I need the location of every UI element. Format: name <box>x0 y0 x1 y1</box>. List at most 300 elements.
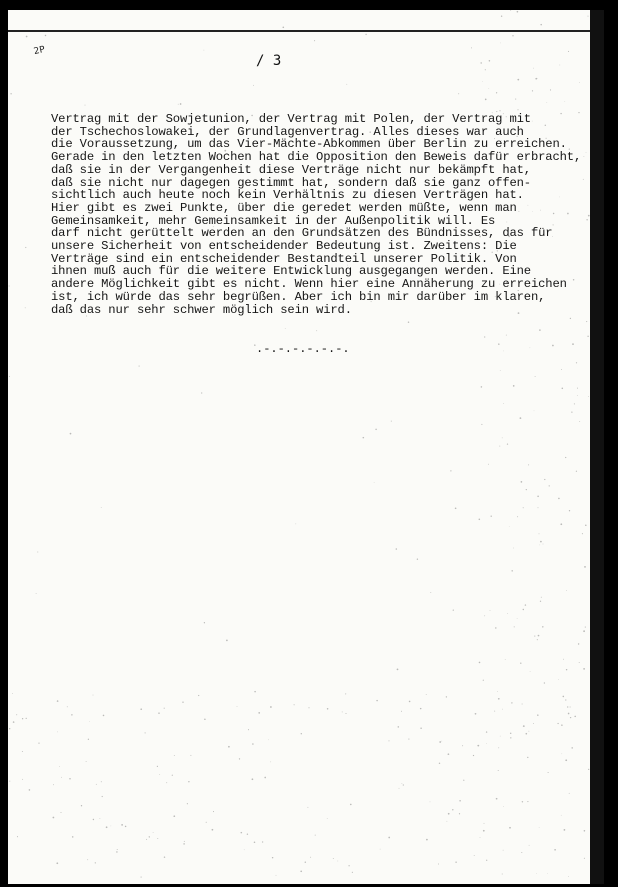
speck <box>204 50 205 51</box>
speck <box>430 802 431 803</box>
speck <box>397 669 399 671</box>
speck <box>512 35 513 36</box>
speck <box>9 376 10 377</box>
speck <box>471 47 472 48</box>
speck <box>264 777 266 779</box>
speck <box>301 733 302 734</box>
speck <box>60 812 61 813</box>
speck <box>496 92 497 93</box>
speck <box>517 79 519 81</box>
speck <box>477 745 479 747</box>
speck <box>252 743 254 745</box>
speck <box>570 717 571 718</box>
speck <box>228 746 230 748</box>
speck <box>178 104 179 105</box>
speck <box>56 862 58 864</box>
speck <box>198 695 199 696</box>
speck <box>314 40 315 41</box>
speck <box>578 643 579 644</box>
speck <box>481 386 483 388</box>
speck <box>523 507 524 508</box>
speck <box>510 733 511 734</box>
speck <box>517 516 518 517</box>
speck <box>315 835 316 836</box>
speck <box>495 627 496 628</box>
speck <box>583 630 585 632</box>
speck <box>16 714 17 715</box>
speck <box>363 437 365 439</box>
speck <box>459 813 460 814</box>
speck <box>448 753 450 755</box>
speck <box>25 307 26 308</box>
speck <box>159 774 160 775</box>
speck <box>89 721 90 722</box>
speck <box>206 822 207 823</box>
speck <box>67 706 68 707</box>
speck <box>173 815 175 817</box>
speck <box>376 700 377 701</box>
speck <box>523 609 524 610</box>
speck <box>204 718 206 720</box>
speck <box>542 626 543 627</box>
speck <box>402 783 403 784</box>
speck <box>101 507 102 508</box>
speck <box>537 714 539 716</box>
speck <box>500 43 501 44</box>
speck <box>268 739 269 740</box>
speck <box>570 318 571 319</box>
speck <box>527 757 528 758</box>
speck <box>38 743 39 744</box>
speck <box>333 858 334 859</box>
speck <box>503 351 504 352</box>
speck <box>22 718 23 719</box>
speck <box>533 68 534 69</box>
speck <box>528 464 529 465</box>
speck <box>526 489 527 490</box>
speck <box>500 736 501 737</box>
speck <box>258 712 260 714</box>
speck <box>458 93 459 94</box>
speck <box>520 417 522 419</box>
speck <box>327 818 328 819</box>
speck <box>442 741 443 742</box>
speck <box>182 702 183 703</box>
speck <box>439 741 441 743</box>
speck <box>70 433 72 435</box>
speck <box>569 793 570 794</box>
speck <box>517 618 518 619</box>
speck <box>505 659 506 660</box>
speck <box>100 818 101 819</box>
speck <box>540 24 542 26</box>
header-rule <box>8 30 604 32</box>
speck <box>538 507 539 508</box>
speck <box>439 763 440 764</box>
speck <box>483 830 485 832</box>
speck <box>511 702 512 703</box>
speck <box>403 784 404 785</box>
speck <box>544 479 545 480</box>
speck <box>577 388 578 389</box>
text-line: ist, ich würde das sehr begrüßen. Aber ich bin mir darüber im klaren, <box>51 289 546 304</box>
speck <box>507 443 508 444</box>
speck <box>270 762 271 763</box>
speck <box>539 545 540 546</box>
speck <box>560 523 562 525</box>
speck <box>183 843 185 845</box>
speck <box>157 838 158 839</box>
speck <box>164 708 165 709</box>
speck <box>141 877 142 878</box>
speck <box>12 693 13 694</box>
speck <box>576 362 577 363</box>
speck <box>527 801 528 802</box>
speck <box>526 733 528 735</box>
speck <box>398 726 400 728</box>
speck <box>438 863 439 864</box>
speck <box>507 613 508 614</box>
speck <box>515 99 516 100</box>
speck <box>549 485 550 486</box>
speck <box>463 780 464 781</box>
speck <box>483 680 484 681</box>
speck <box>530 671 531 672</box>
speck <box>239 758 240 759</box>
speck <box>417 559 418 560</box>
speck <box>541 597 542 598</box>
speck <box>521 481 523 483</box>
speck <box>584 566 586 568</box>
speck <box>543 544 544 545</box>
speck <box>295 524 296 525</box>
speck <box>204 622 205 623</box>
speck <box>10 93 11 94</box>
speck <box>522 801 523 802</box>
speck <box>375 429 376 430</box>
speck <box>117 849 118 850</box>
speck <box>485 69 486 70</box>
speck <box>502 709 503 710</box>
speck <box>510 10 511 11</box>
speck <box>254 842 256 844</box>
speck <box>337 861 338 862</box>
speck <box>253 85 254 86</box>
speck <box>584 858 585 859</box>
speck <box>237 706 238 707</box>
speck <box>586 321 587 322</box>
speck <box>374 482 375 483</box>
speck <box>87 859 88 860</box>
speck <box>521 852 522 853</box>
speck <box>307 807 308 808</box>
speck <box>563 696 565 698</box>
speck <box>184 841 185 842</box>
speck <box>310 857 311 858</box>
speck <box>587 16 588 17</box>
speck <box>486 860 487 861</box>
speck <box>53 784 54 785</box>
speck <box>539 329 541 331</box>
speck <box>455 507 457 509</box>
speck <box>513 548 514 549</box>
closing-mark: .-.-.-.-.-.-. <box>256 342 350 356</box>
speck <box>57 732 58 733</box>
speck <box>536 873 537 874</box>
speck <box>187 803 188 804</box>
speck <box>396 548 398 550</box>
speck <box>536 78 537 79</box>
speck <box>254 691 256 693</box>
speck <box>523 725 525 727</box>
speck <box>93 819 94 820</box>
speck <box>88 739 89 740</box>
speck <box>479 662 481 664</box>
speck <box>455 861 456 862</box>
speck <box>484 615 485 616</box>
speck <box>345 713 346 714</box>
speck <box>529 731 530 732</box>
speck <box>45 35 46 36</box>
speck <box>29 789 31 791</box>
speck <box>570 706 571 707</box>
speck <box>565 457 566 458</box>
scan-edge <box>590 10 604 884</box>
speck <box>86 761 87 762</box>
speck <box>103 715 105 717</box>
speck <box>140 708 142 710</box>
speck <box>111 826 112 827</box>
speck <box>568 876 569 877</box>
speck <box>85 105 86 106</box>
speck <box>350 804 352 806</box>
speck <box>498 770 499 771</box>
speck <box>585 525 587 527</box>
speck <box>566 590 567 591</box>
speck <box>391 421 392 422</box>
speck <box>72 836 74 838</box>
speck <box>9 728 10 729</box>
speck <box>572 343 574 345</box>
speck <box>587 336 588 337</box>
speck <box>248 729 249 730</box>
speck <box>537 496 539 498</box>
speck <box>226 640 228 642</box>
speck <box>535 78 537 80</box>
speck <box>558 498 560 500</box>
speck <box>583 668 585 670</box>
speck <box>180 103 182 105</box>
speck <box>190 755 191 756</box>
speck <box>485 99 487 101</box>
speck <box>502 438 503 439</box>
speck <box>153 832 154 833</box>
speck <box>81 805 82 806</box>
text-line: sichtlich auch heute noch kein Verhältnis zu diesen Verträgen hat. <box>51 188 524 203</box>
speck <box>116 851 117 852</box>
speck <box>252 778 254 780</box>
speck <box>166 782 167 783</box>
speck <box>399 788 400 789</box>
speck <box>511 570 512 571</box>
speck <box>352 872 353 873</box>
speck <box>452 809 453 810</box>
speck <box>139 366 140 367</box>
speck <box>525 604 526 605</box>
speck <box>446 696 447 697</box>
speck <box>490 610 491 611</box>
speck <box>579 662 580 663</box>
speck <box>125 826 127 828</box>
speck <box>244 849 245 850</box>
speck <box>547 873 548 874</box>
speck <box>453 609 454 610</box>
speck <box>571 411 572 412</box>
speck <box>561 815 562 816</box>
speck <box>285 328 286 329</box>
text-line: darf nicht gerüttelt werden an den Grundsätzen des Bündnisses, das für <box>51 226 553 241</box>
speck <box>9 781 10 782</box>
speck <box>380 849 381 850</box>
speck <box>345 693 346 694</box>
speck <box>540 541 542 543</box>
speck <box>448 813 450 815</box>
speck <box>61 777 62 778</box>
speck <box>576 471 577 472</box>
speck <box>513 385 515 387</box>
speck <box>22 779 23 780</box>
speck <box>489 60 491 62</box>
speck <box>172 775 173 776</box>
speck <box>579 421 580 422</box>
speck <box>514 626 515 627</box>
speck <box>121 824 123 826</box>
speck <box>409 701 411 703</box>
speck <box>550 89 551 90</box>
speck <box>561 369 562 370</box>
speck <box>585 627 586 628</box>
speck <box>475 713 477 715</box>
speck <box>480 62 481 63</box>
speck <box>158 712 160 714</box>
speck <box>539 533 540 534</box>
text-line: ihnen muß auch für die weitere Entwicklung ausgegangen werden. Eine <box>51 264 531 279</box>
speck <box>534 411 535 412</box>
speck <box>300 870 302 872</box>
speck <box>174 755 175 756</box>
text-line: daß sie nicht nur dagegen gestimmt hat, sondern daß sie ganz offen- <box>51 175 531 190</box>
speck <box>420 708 421 709</box>
speck <box>538 635 540 637</box>
speck <box>482 81 483 82</box>
speck <box>101 781 102 782</box>
speck <box>149 836 150 837</box>
speck <box>517 109 518 110</box>
speck <box>582 533 583 534</box>
speck <box>563 659 564 660</box>
speck <box>241 832 243 834</box>
speck <box>530 347 531 348</box>
speck <box>327 708 329 710</box>
text-line: Vertrag mit der Sowjetunion, der Vertrag mit Polen, der Vertrag mit <box>51 112 531 126</box>
speck <box>509 827 511 829</box>
speck <box>546 102 547 103</box>
speck <box>574 716 576 718</box>
speck <box>388 740 389 741</box>
speck <box>532 90 533 91</box>
speck <box>561 753 562 754</box>
speck <box>568 51 569 52</box>
speck <box>59 766 60 767</box>
speck <box>510 737 511 738</box>
speck <box>157 766 158 767</box>
speck <box>529 845 530 846</box>
speck <box>562 388 564 390</box>
speck <box>568 713 570 715</box>
text-line: daß das nur sehr schwer möglich sein wird. <box>51 302 352 317</box>
speck <box>13 721 15 723</box>
speck <box>213 811 214 812</box>
speck <box>539 827 540 828</box>
speck <box>534 636 535 637</box>
speck <box>53 817 55 819</box>
document-page <box>8 10 604 884</box>
speck <box>561 724 563 726</box>
speck <box>559 65 560 66</box>
text-line: Gerade in den letzten Wochen hat die Opposition den Beweis dafür erbracht, <box>51 150 582 165</box>
speck <box>201 392 202 393</box>
page-number: / 3 <box>256 53 282 69</box>
speck <box>503 403 504 404</box>
speck <box>426 694 427 695</box>
speck <box>22 751 23 752</box>
speck <box>37 552 38 553</box>
body-text <box>51 113 604 316</box>
text-line: Hier gibt es zwei Punkte, über die geredet werden müßte, wenn man <box>51 200 517 215</box>
text-line: unsere Sicherheit von entscheidender Bedeutung ist. Zweitens: Die <box>51 239 517 254</box>
speck <box>484 823 485 824</box>
speck <box>447 821 448 822</box>
speck <box>552 345 554 347</box>
speck <box>69 778 71 780</box>
speck <box>498 698 500 700</box>
speck <box>533 723 534 724</box>
speck <box>420 728 421 729</box>
speck <box>146 839 147 840</box>
speck <box>9 286 10 287</box>
speck <box>462 745 463 746</box>
speck <box>102 796 103 797</box>
speck <box>305 861 306 862</box>
speck <box>247 834 248 835</box>
text-line: der Tschechoslowakei, der Grundlagenvertrag. Alles dieses war auch <box>51 124 524 139</box>
text-line: Verträge sind ein entscheidender Bestandteil unserer Politik. Von <box>51 251 517 266</box>
speck <box>408 739 409 740</box>
speck <box>569 510 570 511</box>
text-line: daß sie in der Vergangenheit diese Verträge nicht nur bekämpft hat, <box>51 162 531 177</box>
speck <box>554 849 556 851</box>
speck <box>26 718 27 719</box>
speck <box>499 446 500 447</box>
speck <box>342 711 343 712</box>
speck <box>496 798 498 800</box>
speck <box>188 781 189 782</box>
speck <box>498 747 499 748</box>
speck <box>426 839 428 841</box>
speck <box>548 772 549 773</box>
speck <box>567 706 568 707</box>
speck <box>537 639 538 640</box>
